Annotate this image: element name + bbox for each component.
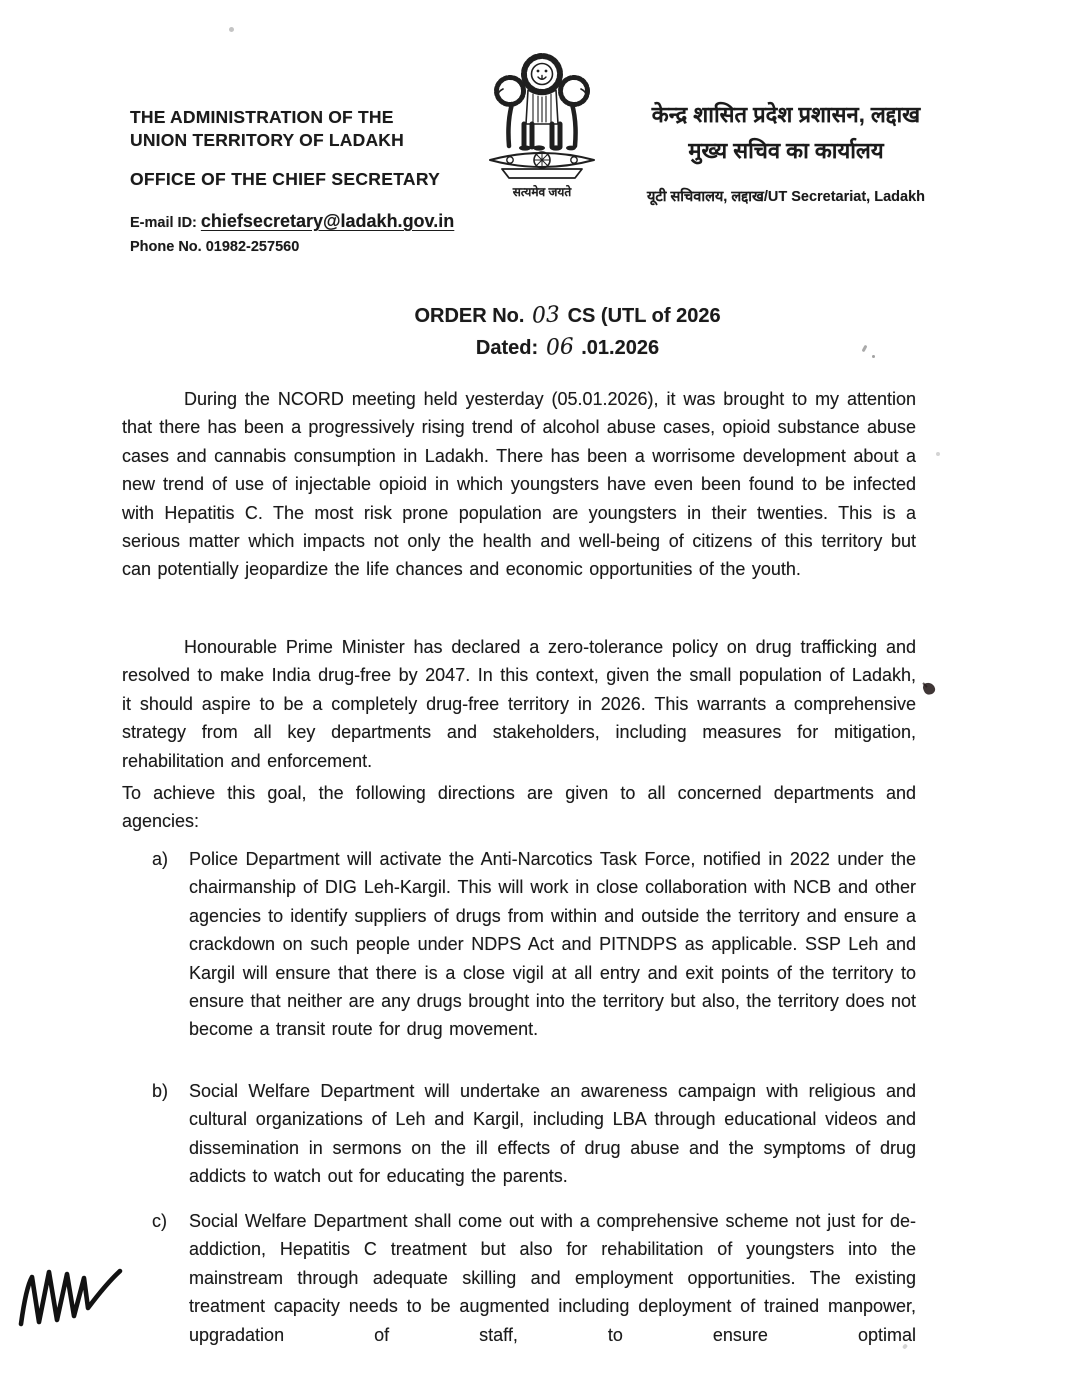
hindi-line3: यूटी सचिवालय, लद्दाख/UT Secretariat, Ladakh [646,189,926,205]
date-rest: .01.2026 [581,337,660,359]
phone-line: Phone No. 01982-257560 [130,239,300,255]
org-name-block [130,106,404,152]
paragraph-directions-intro: To achieve this goal, the following directions are given to all concerned departments and agencies: [122,783,916,832]
order-label: ORDER No. [414,305,525,327]
signature-scribble [14,1258,126,1338]
directive-label: c) [152,1211,167,1231]
hindi-header-block [638,100,934,206]
email-value: chiefsecretary@ladakh.gov.in [200,211,455,231]
paragraph-pm-policy: Honourable Prime Minister has declared a zero-tolerance policy on drug trafficking and resolved to make India drug-free by 2047. In this context, given the small population of Ladakh, it should aspire to be a completely drug-free territory in 2026. This warrants a comprehensive strategy from all key departments and stakeholders, including measures for mitigation, rehabilitation and enforcement. [122,637,916,771]
email-label: E-mail ID: [130,215,197,231]
directive-text: Social Welfare Department will undertake an awareness campaign with religious and cultural organizations of Leh and Kargil, including LBA through educational videos and dissemination in sermons on the ill effects of drug abuse and the symptoms of drug addicts to watch out for educating the parents. [189,1081,916,1187]
dated-label: Dated: [475,337,539,359]
national-emblem-icon [478,44,606,202]
scan-speck [229,27,234,32]
directive-item-c [152,1207,916,1349]
order-number-handwritten: 03 [531,302,561,329]
email-line [130,211,454,232]
order-number-line [200,300,935,332]
directive-text: Social Welfare Department shall come out with a comprehensive scheme not just for de-addiction, Hepatitis C treatment but also for rehabilitation of youngsters into the mainstream through adequate skilling and employment opportunities. The existing treatment capacity needs to be augmented including deployment of trained manpower, upgradation of staff, to ensure optimal [189,1211,916,1345]
emblem-caption: सत्यमेव जयते [512,185,572,199]
office-name: OFFICE OF THE CHIEF SECRETARY [130,169,441,189]
paragraph-ncord-meeting: During the NCORD meeting held yesterday (05.01.2026), it was brought to my attention that there has been a progressively rising trend of alcohol abuse cases, opioid substance abuse cases and cannabis consumption in Ladakh. There has been a worrisome development about a new trend of use of injectable opioid in which youngsters have even been found to be infected with Hepatitis C. The most risk prone population are youngsters in their twenties. This is a serious matter which impacts not only the health and well-being of citizens of this territory but can potentially jeopardize the life chances and economic opportunities of the youth. [122,389,916,580]
order-day-handwritten: 06 [545,334,575,361]
order-date-line [200,332,935,364]
org-name-line1: THE ADMINISTRATION OF THE [130,107,394,127]
scan-speck [872,355,875,358]
directive-label: b) [152,1081,169,1101]
hindi-line1: केन्द्र शासित प्रदेश प्रशासन, लद्दाख [651,102,921,127]
directive-text: Police Department will activate the Anti-Narcotics Task Force, notified in 2022 under the chairmanship of DIG Leh-Kargil. This will work in close collaboration with NCB and other agencies to identify suppliers of drugs from within and outside the territory and ensure a crackdown on such people under NDPS Act and PITNDPS as applicable. SSP Leh and Kargil will ensure that there is a close vigil at all entry and exit points of the territory to ensure that neither are any drugs brought into the territory but also, the territory does not become a transit route for drug movement. [189,849,916,1040]
directive-item-b [152,1077,916,1191]
hindi-line2: मुख्य सचिव का कार्यालय [688,138,884,163]
directive-item-a [152,845,916,1044]
order-heading [200,300,935,364]
directive-label: a) [152,849,169,869]
org-name-line2: UNION TERRITORY OF LADAKH [130,130,404,150]
ink-blot-mark [921,681,938,696]
order-suffix: CS (UTL of 2026 [567,305,721,327]
scan-speck [936,452,940,456]
